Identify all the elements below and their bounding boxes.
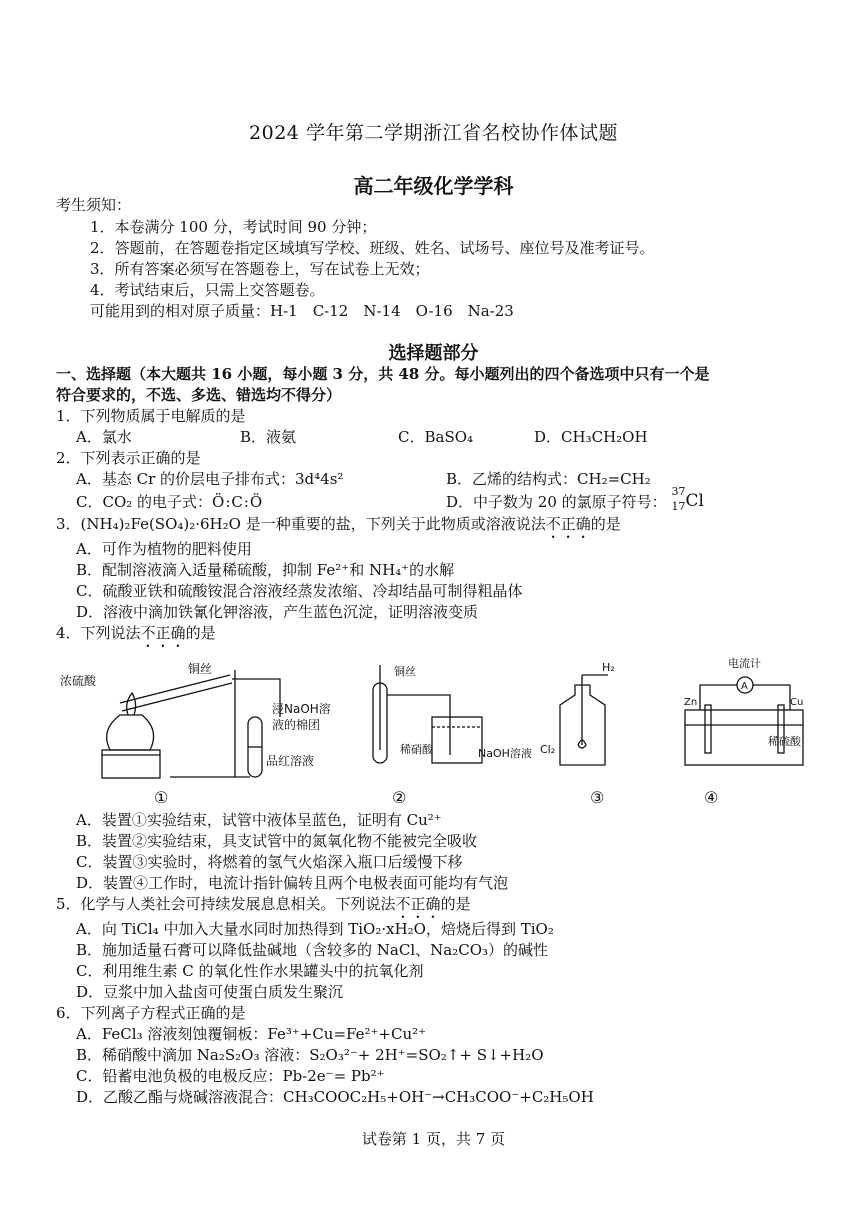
q2-option-d-prefix: D．中子数为 20 的氯原子符号： (446, 493, 667, 511)
part-instructions-line1: 一、选择题（本大题共 16 小题，每小题 3 分，共 48 分。每小题列出的四个备选项中只有一个是 (56, 365, 710, 383)
q3-stem-emphasis: 不正确 (545, 515, 591, 533)
q3-option-d: D．溶液中滴加铁氰化钾溶液，产生蓝色沉淀，证明溶液变质 (76, 603, 479, 621)
q4-option-b: B．装置②实验结束，具支试管中的氮氧化物不能被完全吸收 (76, 832, 478, 850)
q3-option-c: C．硫酸亚铁和硫酸铵混合溶液经蒸发浓缩、冷却结晶可制得粗晶体 (76, 582, 523, 600)
apparatus-2 (373, 664, 532, 763)
q6-stem: 6．下列离子方程式正确的是 (56, 1004, 246, 1022)
isotope-element: Cl (685, 491, 704, 511)
label-copper-2: 铜丝 (394, 665, 416, 678)
q4-stem-text: 4．下列说法 (56, 624, 141, 642)
q1-stem: 1．下列物质属于电解质的是 (56, 407, 246, 425)
q4-stem (56, 622, 216, 651)
q2-option-c-prefix: C．CO₂ 的电子式： (76, 493, 213, 511)
q4-option-a: A．装置①实验结束，试管中液体呈蓝色，证明有 Cu²⁺ (76, 811, 442, 829)
q5-option-b: B．施加适量石膏可以降低盐碱地（含较多的 NaCl、Na₂CO₃）的碱性 (76, 941, 549, 959)
note-item: 2．答题前，在答题卷指定区域填写学校、班级、姓名、试场号、座位号及准考证号。 (90, 239, 655, 257)
note-item: 3．所有答案必须写在答题卷上，写在试卷上无效； (90, 260, 430, 278)
figure-number-3: ③ (590, 788, 605, 807)
label-naoh-sol: NaOH溶液 (478, 747, 532, 760)
q5-stem-end: 的是 (440, 895, 471, 913)
alcohol-lamp (107, 715, 154, 750)
figure-number-1: ① (154, 788, 169, 807)
notes-heading: 考生须知： (56, 196, 132, 214)
label-zn: Zn (684, 697, 698, 708)
label-cu: Cu (790, 697, 804, 708)
q1-option-d: D．CH₃CH₂OH (534, 428, 648, 446)
isotope-atomic-number: 17 (671, 500, 686, 513)
q6-option-a: A．FeCl₃ 溶液刻蚀覆铜板：Fe³⁺+Cu=Fe²⁺+Cu²⁺ (76, 1025, 427, 1043)
q3-stem-text: 3．(NH₄)₂Fe(SO₄)₂·6H₂O 是一种重要的盐，下列关于此物质或溶液说法 (56, 515, 546, 533)
label-h2: H₂ (602, 661, 615, 674)
heating-block (102, 750, 160, 778)
part-instructions-line2: 符合要求的，不选、多选、错选均不得分） (56, 386, 342, 404)
q3-stem-end: 的是 (590, 515, 621, 533)
q3-option-a: A．可作为植物的肥料使用 (76, 540, 252, 558)
flame (127, 693, 136, 715)
apparatus-figures (60, 655, 820, 810)
figure-number-4: ④ (704, 788, 719, 807)
q6-option-d: D．乙酸乙酯与烧碱溶液混合：CH₃COOC₂H₅+OH⁻→CH₃COO⁻+C₂H₅OH (76, 1088, 594, 1106)
beaker-2 (432, 717, 482, 763)
figure-number-2: ② (392, 788, 407, 807)
q5-stem-text: 5．化学与人类社会可持续发展息息相关。下列说法 (56, 895, 396, 913)
apparatus-4 (684, 656, 803, 765)
note-item: 1．本卷满分 100 分，考试时间 90 分钟； (90, 218, 377, 236)
q2-option-b: B．乙烯的结构式：CH₂=CH₂ (446, 470, 651, 488)
q6-option-b: B．稀硝酸中滴加 Na₂S₂O₃ 溶液：S₂O₃²⁻+ 2H⁺=SO₂↑+ S↓+H₂O (76, 1046, 544, 1064)
apparatus-1 (60, 661, 331, 778)
co2-electron-formula: Ö:C:Ö (212, 493, 264, 511)
q1-option-a: A．氯水 (76, 428, 132, 446)
q2-option-c (76, 491, 263, 512)
zn-electrode (705, 705, 711, 753)
exam-title: 2024 学年第二学期浙江省名校协作体试题 (249, 122, 618, 144)
section-title: 选择题部分 (388, 343, 479, 364)
label-naoh-cotton-1: 浸NaOH溶 (272, 702, 331, 716)
apparatus-3 (540, 661, 615, 765)
q3-option-b: B．配制溶液滴入适量稀硫酸，抑制 Fe²⁺和 NH₄⁺的水解 (76, 561, 455, 579)
q4-stem-emphasis: 不正确 (140, 624, 186, 642)
q5-stem-emphasis: 不正确 (395, 895, 441, 913)
q1-option-b: B．液氨 (240, 428, 297, 446)
test-tube-1 (120, 675, 230, 703)
label-dil-h2so4: 稀硫酸 (768, 735, 801, 748)
chlorine-isotope-symbol (671, 485, 705, 513)
q5-option-c: C．利用维生素 C 的氧化性作水果罐头中的抗氧化剂 (76, 962, 424, 980)
label-dil-acid: 稀硝酸 (400, 743, 433, 756)
label-naoh-cotton-2: 液的棉团 (272, 718, 321, 732)
label-ammeter: 电流计 (728, 657, 761, 670)
ammeter-mark: A (741, 681, 748, 692)
note-item: 4．考试结束后，只需上交答题卷。 (90, 281, 325, 299)
q2-stem: 2．下列表示正确的是 (56, 449, 201, 467)
isotope-mass-number: 37 (671, 485, 686, 498)
q6-option-c: C．铅蓄电池负极的电极反应：Pb-2e⁻= Pb²⁺ (76, 1067, 385, 1085)
q4-option-c: C．装置③实验时，将燃着的氢气火焰深入瓶口后缓慢下移 (76, 853, 463, 871)
test-tube-1-lower (122, 683, 232, 711)
q5-option-d: D．豆浆中加入盐卤可使蛋白质发生聚沉 (76, 983, 344, 1001)
q2-option-d (446, 485, 705, 513)
label-copper-1: 铜丝 (188, 662, 213, 676)
label-cl2: Cl₂ (540, 743, 556, 756)
q5-option-a: A．向 TiCl₄ 中加入大量水同时加热得到 TiO₂·xH₂O，焙烧后得到 TiO₂ (76, 920, 554, 938)
page-number: 试卷第 1 页，共 7 页 (361, 1130, 506, 1148)
q1-option-c: C．BaSO₄ (398, 428, 474, 446)
q4-stem-end: 的是 (185, 624, 216, 642)
q4-option-d: D．装置④工作时，电流计指针偏转且两个电极表面可能均有气泡 (76, 874, 509, 892)
exam-subtitle: 高二年级化学学科 (353, 174, 514, 198)
label-pin-red: 品红溶液 (266, 754, 315, 768)
q2-option-a: A．基态 Cr 的价层电子排布式：3d⁴4s² (76, 470, 344, 488)
atomic-masses: 可能用到的相对原子质量：H-1 C-12 N-14 O-16 Na-23 (90, 302, 514, 320)
label-conc-acid: 浓硫酸 (60, 674, 97, 688)
